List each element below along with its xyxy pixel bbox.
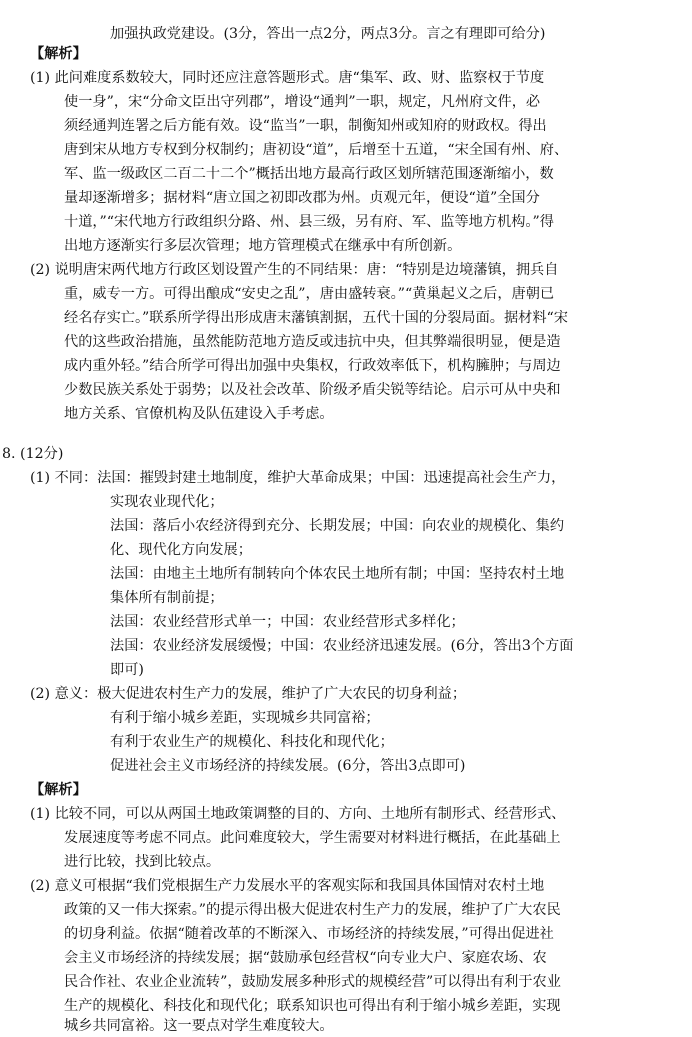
text-line: 唐到宋从地方专权到分权制约；唐初设“道”，后增至十五道，“宋全国有州、府、	[64, 142, 569, 158]
text-line: 集体所有制前提；	[110, 590, 224, 606]
question-number: 8. (12分)	[2, 446, 64, 462]
text-line: 政策的又一伟大探索。”的提示得出极大促进农村生产力的发展，维护了广大农民	[64, 902, 561, 918]
text-line: 发展速度等考虑不同点。此问难度较大，学生需要对材料进行概括，在此基础上	[64, 830, 561, 846]
text-line: 须经通判连署之后方能有效。设“监当”一职，制衡知州或知府的财政权。得出	[64, 118, 547, 134]
text-line: (2) 意义可根据“我们党根据生产力发展水平的客观实际和我国具体国情对农村土地	[30, 878, 545, 894]
text-line: 实现农业现代化；	[110, 494, 224, 510]
text-line: 进行比较，找到比较点。	[64, 854, 221, 870]
text-line: 有利于农业生产的规模化、科技化和现代化；	[110, 734, 394, 750]
text-line: 城乡共同富裕。这一要点对学生难度较大。	[64, 1018, 334, 1034]
text-line: 化、现代化方向发展；	[110, 542, 252, 558]
text-line: (1) 不同：法国：摧毁封建土地制度，维护大革命成果；中国：迅速提高社会生产力，	[30, 470, 566, 486]
text-line: 代的这些政治措施，虽然能防范地方造反或违抗中央，但其弊端很明显，便是造	[64, 334, 561, 350]
text-line: (2) 意义：极大促进农村生产力的发展，维护了广大农民的切身利益；	[30, 686, 467, 702]
text-line: 法国：由地主土地所有制转向个体农民土地所有制；中国：坚持农村土地	[110, 566, 565, 582]
text-line: 重，威专一方。可得出酿成“安史之乱”，唐由盛转衰。”“黄巢起义之后，唐朝已	[64, 286, 555, 302]
text-line: 经名存实亡。”联系所学得出形成唐末藩镇割据，五代十国的分裂局面。据材料“宋	[64, 310, 568, 326]
text-line: 成内重外轻。”结合所学可得出加强中央集权，行政效率低下，机构臃肿；与周边	[64, 358, 561, 374]
text-line: 少数民族关系处于弱势；以及社会改革、阶级矛盾尖锐等结论。启示可从中央和	[64, 382, 561, 398]
text-line: 有利于缩小城乡差距，实现城乡共同富裕；	[110, 710, 380, 726]
text-line: (1) 此问难度系数较大，同时还应注意答题形式。唐“集军、政、财、监察权于节度	[30, 70, 545, 86]
text-line: 生产的规模化、科技化和现代化；联系知识也可得出有利于缩小城乡差距，实现	[64, 998, 561, 1014]
text-line: (1) 比较不同，可以从两国土地政策调整的目的、方向、土地所有制形式、经营形式、	[30, 806, 566, 822]
text-line: 地方关系、官僚机构及队伍建设入手考虑。	[64, 406, 334, 422]
text-line: 即可)	[110, 662, 144, 678]
analysis-heading: 【解析】	[30, 782, 87, 798]
text-line: 会主义市场经济的持续发展；据“鼓励承包经营权“向专业大户、家庭农场、农	[64, 950, 547, 966]
text-line: 民合作社、农业企业流转”，鼓励发展多种形式的规模经营”可以得出有利于农业	[64, 974, 561, 990]
text-line: 法国：落后小农经济得到充分、长期发展；中国：向农业的规模化、集约	[110, 518, 565, 534]
text-line: (2) 说明唐宋两代地方行政区划设置产生的不同结果：唐：“特别是边境藩镇，拥兵自	[30, 262, 559, 278]
text-line: 十道，”“宋代地方行政组织分路、州、县三级，另有府、军、监等地方机构。”得	[64, 214, 554, 230]
text-line-intro: 加强执政党建设。(3分，答出一点2分，两点3分。言之有理即可给分)	[110, 26, 546, 42]
text-line: 量却逐渐增多；据材料“唐立国之初即改郡为州。贞观元年，便设“道”全国分	[64, 190, 540, 206]
text-line: 法国：农业经济发展缓慢；中国：农业经济迅速发展。(6分，答出3个方面	[110, 638, 574, 654]
analysis-heading: 【解析】	[30, 46, 87, 62]
text-line: 使一身”，宋“分命文臣出守列郡”，增设“通判”一职，规定，凡州府文件，必	[64, 94, 541, 110]
text-line: 促进社会主义市场经济的持续发展。(6分，答出3点即可)	[110, 758, 466, 774]
text-line: 法国：农业经营形式单一；中国：农业经营形式多样化；	[110, 614, 465, 630]
text-line: 出地方逐渐实行多层次管理；地方管理模式在继承中有所创新。	[64, 238, 462, 254]
text-line: 的切身利益。依据“随着改革的不断深入、市场经济的持续发展，”可得出促进社	[64, 926, 554, 942]
text-line: 军、监一级政区二百二十二个”概括出地方最高行政区划所辖范围逐渐缩小，数	[64, 166, 554, 182]
